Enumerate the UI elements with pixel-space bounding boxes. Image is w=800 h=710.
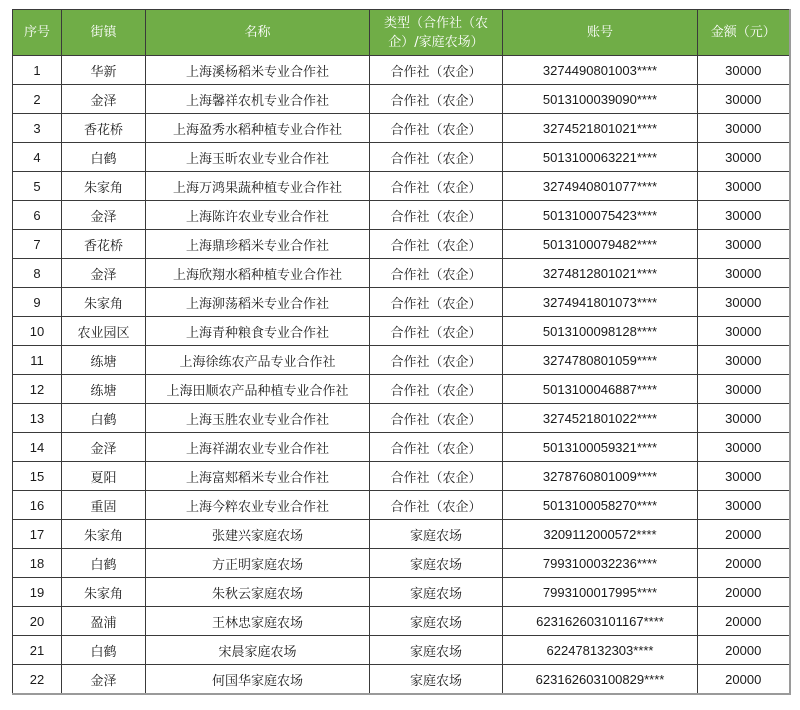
cell-type: 合作社（农企） xyxy=(370,143,503,172)
header-serial-no: 序号 xyxy=(13,10,62,56)
table-body xyxy=(13,56,790,695)
cell-type: 合作社（农企） xyxy=(370,491,503,520)
table-header-row xyxy=(13,10,790,56)
cell-amount: 30000 xyxy=(698,375,790,404)
cell-name: 方正明家庭农场 xyxy=(146,549,370,578)
cell-type: 合作社（农企） xyxy=(370,288,503,317)
cell-serial-no: 11 xyxy=(13,346,62,375)
cell-serial-no: 15 xyxy=(13,462,62,491)
table-row xyxy=(13,578,790,607)
cell-serial-no: 9 xyxy=(13,288,62,317)
cell-amount: 30000 xyxy=(698,491,790,520)
cell-serial-no: 1 xyxy=(13,56,62,85)
cell-amount: 30000 xyxy=(698,462,790,491)
cell-account: 5013100059321**** xyxy=(503,433,698,462)
cell-account: 623162603100829**** xyxy=(503,665,698,695)
table-row xyxy=(13,520,790,549)
cell-name: 上海万鸿果蔬种植专业合作社 xyxy=(146,172,370,201)
cell-account: 5013100079482**** xyxy=(503,230,698,259)
cell-amount: 30000 xyxy=(698,259,790,288)
table-row xyxy=(13,85,790,114)
cell-serial-no: 17 xyxy=(13,520,62,549)
cell-type: 合作社（农企） xyxy=(370,172,503,201)
cell-name: 王林忠家庭农场 xyxy=(146,607,370,636)
cell-serial-no: 5 xyxy=(13,172,62,201)
cell-town: 朱家角 xyxy=(62,288,146,317)
cell-name: 上海陈许农业专业合作社 xyxy=(146,201,370,230)
table-row xyxy=(13,462,790,491)
cell-town: 金泽 xyxy=(62,201,146,230)
cell-serial-no: 18 xyxy=(13,549,62,578)
cell-account: 3274521801021**** xyxy=(503,114,698,143)
cell-serial-no: 8 xyxy=(13,259,62,288)
cell-account: 3209112000572**** xyxy=(503,520,698,549)
cell-town: 练塘 xyxy=(62,346,146,375)
cell-type: 合作社（农企） xyxy=(370,114,503,143)
cell-type: 合作社（农企） xyxy=(370,462,503,491)
cell-serial-no: 14 xyxy=(13,433,62,462)
cell-amount: 20000 xyxy=(698,520,790,549)
cell-amount: 30000 xyxy=(698,172,790,201)
cell-amount: 30000 xyxy=(698,404,790,433)
cell-name: 上海徐练农产品专业合作社 xyxy=(146,346,370,375)
cell-town: 朱家角 xyxy=(62,578,146,607)
cell-amount: 30000 xyxy=(698,143,790,172)
cell-town: 金泽 xyxy=(62,433,146,462)
cell-account: 5013100039090**** xyxy=(503,85,698,114)
cell-type: 合作社（农企） xyxy=(370,433,503,462)
cell-town: 夏阳 xyxy=(62,462,146,491)
cell-account: 7993100017995**** xyxy=(503,578,698,607)
table-row xyxy=(13,172,790,201)
table-row xyxy=(13,607,790,636)
header-type: 类型（合作社（农企）/家庭农场） xyxy=(370,10,503,56)
cell-name: 上海田顺农产品种植专业合作社 xyxy=(146,375,370,404)
table-row xyxy=(13,433,790,462)
cell-type: 家庭农场 xyxy=(370,636,503,665)
cell-type: 家庭农场 xyxy=(370,520,503,549)
cell-name: 上海溪杨稻米专业合作社 xyxy=(146,56,370,85)
cell-serial-no: 12 xyxy=(13,375,62,404)
cell-serial-no: 21 xyxy=(13,636,62,665)
cell-account: 3274490801003**** xyxy=(503,56,698,85)
cell-name: 上海祥湖农业专业合作社 xyxy=(146,433,370,462)
cell-type: 合作社（农企） xyxy=(370,375,503,404)
cell-account: 623162603101167**** xyxy=(503,607,698,636)
cell-type: 家庭农场 xyxy=(370,665,503,695)
cell-town: 朱家角 xyxy=(62,172,146,201)
subsidy-table xyxy=(12,9,791,695)
cell-serial-no: 7 xyxy=(13,230,62,259)
cell-town: 金泽 xyxy=(62,85,146,114)
cell-type: 合作社（农企） xyxy=(370,56,503,85)
cell-amount: 30000 xyxy=(698,317,790,346)
cell-town: 白鹤 xyxy=(62,549,146,578)
cell-town: 朱家角 xyxy=(62,520,146,549)
cell-name: 上海鼎珍稻米专业合作社 xyxy=(146,230,370,259)
cell-town: 重固 xyxy=(62,491,146,520)
cell-town: 华新 xyxy=(62,56,146,85)
table-row xyxy=(13,549,790,578)
cell-town: 香花桥 xyxy=(62,230,146,259)
cell-name: 上海泖荡稻米专业合作社 xyxy=(146,288,370,317)
cell-type: 合作社（农企） xyxy=(370,230,503,259)
cell-serial-no: 10 xyxy=(13,317,62,346)
cell-amount: 30000 xyxy=(698,346,790,375)
cell-type: 家庭农场 xyxy=(370,607,503,636)
table-row xyxy=(13,259,790,288)
table-row xyxy=(13,636,790,665)
cell-account: 5013100046887**** xyxy=(503,375,698,404)
cell-amount: 30000 xyxy=(698,201,790,230)
table-row xyxy=(13,143,790,172)
cell-amount: 20000 xyxy=(698,549,790,578)
cell-amount: 30000 xyxy=(698,433,790,462)
cell-account: 5013100058270**** xyxy=(503,491,698,520)
cell-town: 练塘 xyxy=(62,375,146,404)
cell-town: 香花桥 xyxy=(62,114,146,143)
cell-type: 合作社（农企） xyxy=(370,404,503,433)
header-account: 账号 xyxy=(503,10,698,56)
cell-amount: 20000 xyxy=(698,665,790,695)
cell-type: 家庭农场 xyxy=(370,549,503,578)
cell-name: 张建兴家庭农场 xyxy=(146,520,370,549)
cell-serial-no: 22 xyxy=(13,665,62,695)
table-row xyxy=(13,491,790,520)
cell-amount: 30000 xyxy=(698,56,790,85)
cell-name: 何国华家庭农场 xyxy=(146,665,370,695)
cell-amount: 30000 xyxy=(698,230,790,259)
cell-name: 上海玉胜农业专业合作社 xyxy=(146,404,370,433)
cell-serial-no: 3 xyxy=(13,114,62,143)
cell-town: 盈浦 xyxy=(62,607,146,636)
cell-name: 上海盈秀水稻种植专业合作社 xyxy=(146,114,370,143)
header-name: 名称 xyxy=(146,10,370,56)
cell-account: 3274812801021**** xyxy=(503,259,698,288)
table-row xyxy=(13,404,790,433)
table-row xyxy=(13,375,790,404)
table-row xyxy=(13,114,790,143)
cell-amount: 20000 xyxy=(698,636,790,665)
cell-town: 金泽 xyxy=(62,259,146,288)
table-row xyxy=(13,317,790,346)
cell-amount: 30000 xyxy=(698,85,790,114)
table-row xyxy=(13,201,790,230)
cell-account: 622478132303**** xyxy=(503,636,698,665)
cell-type: 合作社（农企） xyxy=(370,85,503,114)
cell-name: 上海富郏稻米专业合作社 xyxy=(146,462,370,491)
cell-account: 3274780801059**** xyxy=(503,346,698,375)
cell-account: 7993100032236**** xyxy=(503,549,698,578)
cell-type: 家庭农场 xyxy=(370,578,503,607)
table-row xyxy=(13,230,790,259)
cell-serial-no: 4 xyxy=(13,143,62,172)
cell-name: 上海馨祥农机专业合作社 xyxy=(146,85,370,114)
cell-serial-no: 6 xyxy=(13,201,62,230)
cell-account: 3278760801009**** xyxy=(503,462,698,491)
cell-name: 宋晨家庭农场 xyxy=(146,636,370,665)
cell-account: 5013100063221**** xyxy=(503,143,698,172)
cell-account: 3274941801073**** xyxy=(503,288,698,317)
cell-amount: 30000 xyxy=(698,114,790,143)
cell-account: 5013100075423**** xyxy=(503,201,698,230)
cell-serial-no: 2 xyxy=(13,85,62,114)
cell-name: 上海青种粮食专业合作社 xyxy=(146,317,370,346)
table-row xyxy=(13,56,790,85)
cell-name: 朱秋云家庭农场 xyxy=(146,578,370,607)
cell-name: 上海欣翔水稻种植专业合作社 xyxy=(146,259,370,288)
cell-amount: 30000 xyxy=(698,288,790,317)
table-row xyxy=(13,346,790,375)
cell-serial-no: 16 xyxy=(13,491,62,520)
cell-account: 5013100098128**** xyxy=(503,317,698,346)
cell-serial-no: 20 xyxy=(13,607,62,636)
table-row xyxy=(13,288,790,317)
cell-type: 合作社（农企） xyxy=(370,317,503,346)
cell-serial-no: 19 xyxy=(13,578,62,607)
cell-town: 白鹤 xyxy=(62,143,146,172)
cell-serial-no: 13 xyxy=(13,404,62,433)
table-row xyxy=(13,665,790,695)
cell-name: 上海玉昕农业专业合作社 xyxy=(146,143,370,172)
cell-amount: 20000 xyxy=(698,607,790,636)
cell-town: 白鹤 xyxy=(62,404,146,433)
header-amount: 金额（元） xyxy=(698,10,790,56)
cell-town: 白鹤 xyxy=(62,636,146,665)
cell-town: 农业园区 xyxy=(62,317,146,346)
cell-type: 合作社（农企） xyxy=(370,346,503,375)
cell-account: 3274940801077**** xyxy=(503,172,698,201)
cell-name: 上海今粹农业专业合作社 xyxy=(146,491,370,520)
cell-town: 金泽 xyxy=(62,665,146,695)
cell-amount: 20000 xyxy=(698,578,790,607)
header-town: 街镇 xyxy=(62,10,146,56)
cell-type: 合作社（农企） xyxy=(370,259,503,288)
cell-account: 3274521801022**** xyxy=(503,404,698,433)
cell-type: 合作社（农企） xyxy=(370,201,503,230)
